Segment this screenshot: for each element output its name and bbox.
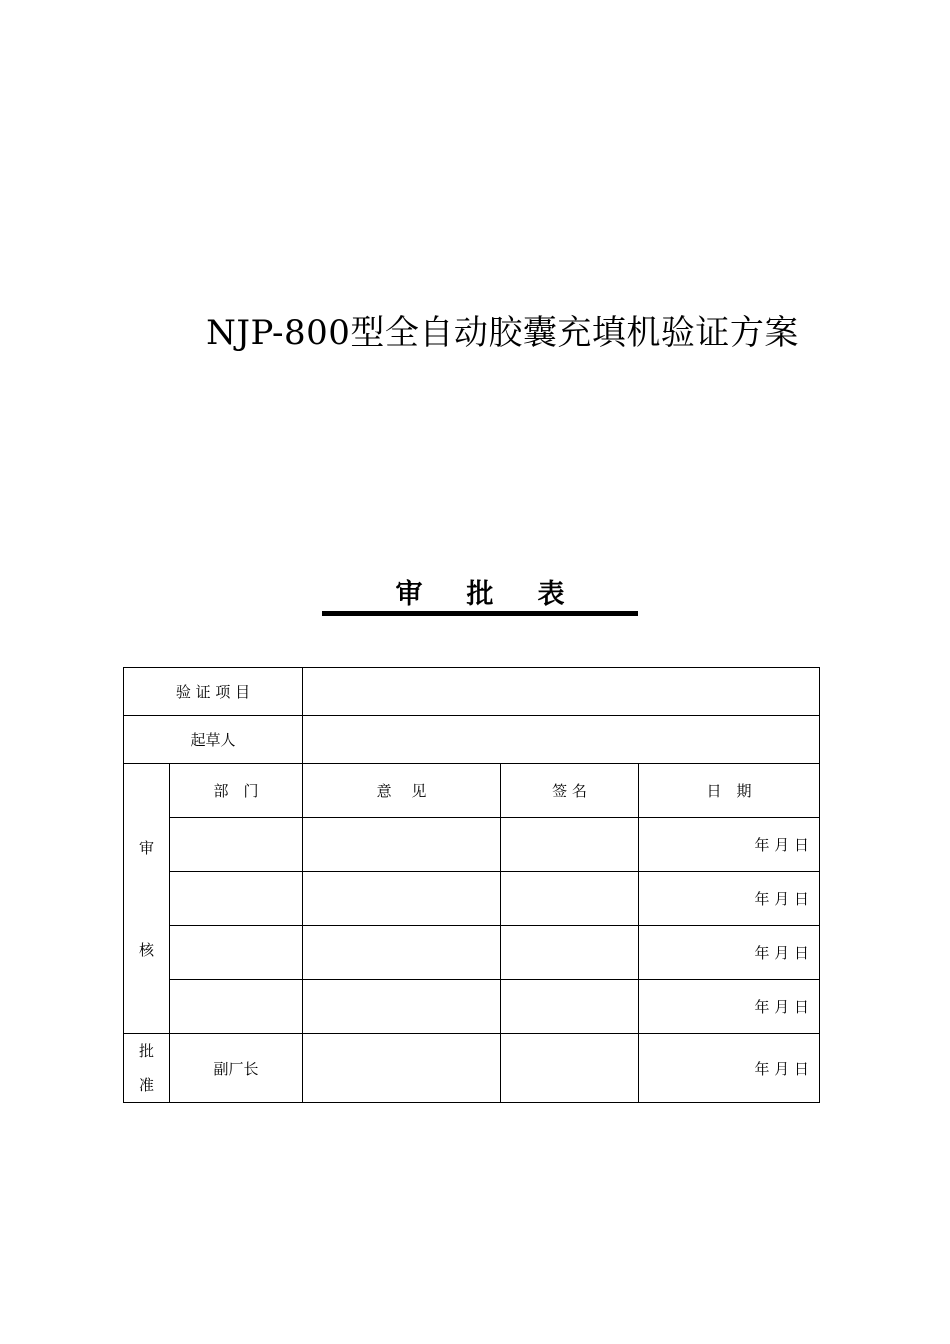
date-cell[interactable]: 年 月 日 — [639, 1034, 820, 1103]
signature-cell[interactable] — [501, 980, 639, 1034]
signature-column-header: 签 名 — [501, 764, 639, 818]
department-cell[interactable] — [170, 872, 303, 926]
signature-cell[interactable] — [501, 1034, 639, 1103]
review-row — [124, 980, 820, 1034]
project-value-cell[interactable] — [303, 668, 820, 716]
heading-underline — [322, 611, 638, 616]
approver-department-cell: 副厂长 — [170, 1034, 303, 1103]
approve-label-char: 批 — [138, 1042, 154, 1060]
heading-char: 审 — [395, 579, 423, 610]
approval-table-heading — [322, 572, 638, 616]
opinion-cell[interactable] — [303, 980, 501, 1034]
project-row — [124, 668, 820, 716]
date-cell[interactable]: 年 月 日 — [639, 926, 820, 980]
heading-char: 表 — [537, 579, 565, 610]
signature-cell[interactable] — [501, 818, 639, 872]
approval-table — [123, 667, 820, 1103]
document-title: NJP-800型全自动胶囊充填机验证方案 — [206, 313, 799, 353]
review-row — [124, 872, 820, 926]
approve-label-char: 准 — [138, 1076, 154, 1094]
review-row — [124, 926, 820, 980]
department-column-header: 部 门 — [170, 764, 303, 818]
opinion-column-header: 意 见 — [303, 764, 501, 818]
drafter-row — [124, 716, 820, 764]
department-cell[interactable] — [170, 926, 303, 980]
signature-cell[interactable] — [501, 926, 639, 980]
opinion-cell[interactable] — [303, 1034, 501, 1103]
date-cell[interactable]: 年 月 日 — [639, 980, 820, 1034]
signature-cell[interactable] — [501, 872, 639, 926]
approve-row — [124, 1034, 820, 1103]
review-section-label — [124, 764, 170, 1034]
department-cell[interactable] — [170, 818, 303, 872]
review-row — [124, 818, 820, 872]
review-label-char: 核 — [138, 940, 154, 959]
heading-char: 批 — [466, 579, 494, 610]
drafter-value-cell[interactable] — [303, 716, 820, 764]
approve-section-label — [124, 1034, 170, 1103]
review-label-char: 审 — [138, 838, 154, 857]
date-cell[interactable]: 年 月 日 — [639, 872, 820, 926]
department-cell[interactable] — [170, 980, 303, 1034]
column-header-row — [124, 764, 820, 818]
opinion-cell[interactable] — [303, 926, 501, 980]
opinion-cell[interactable] — [303, 872, 501, 926]
date-cell[interactable]: 年 月 日 — [639, 818, 820, 872]
project-label: 验 证 项 目 — [124, 668, 303, 716]
date-column-header: 日 期 — [639, 764, 820, 818]
opinion-cell[interactable] — [303, 818, 501, 872]
drafter-label: 起草人 — [124, 716, 303, 764]
